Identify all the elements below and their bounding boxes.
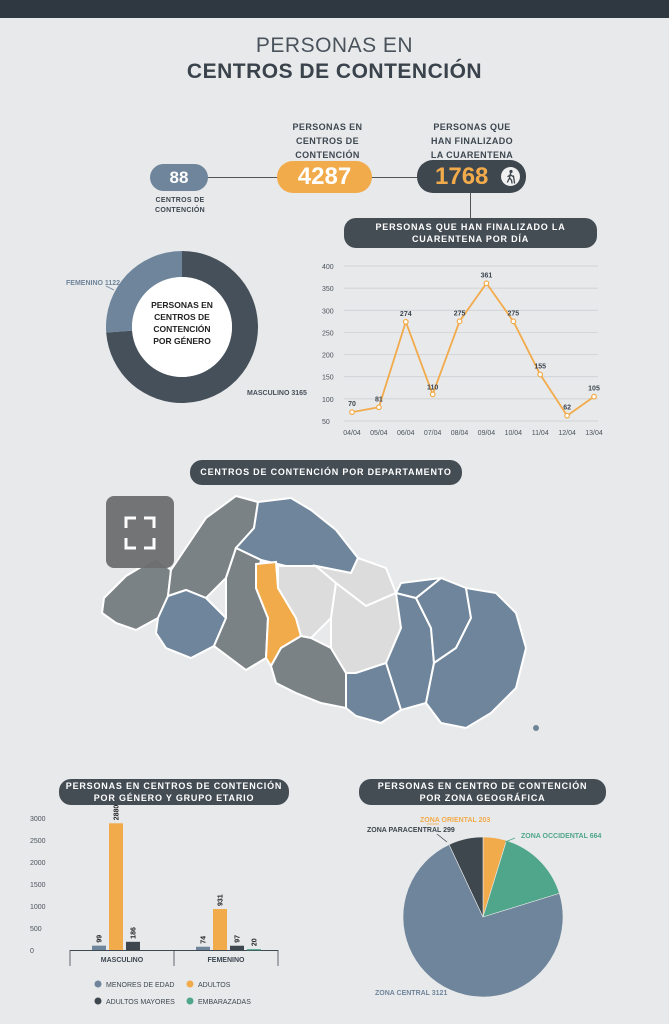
zone-pie-chart — [355, 812, 640, 1012]
donut-center-text-3: CONTENCIÓN — [153, 324, 211, 334]
line-chart-point — [511, 319, 516, 324]
bar-chart-bar — [196, 947, 210, 950]
walking-person-icon — [501, 167, 520, 186]
line-chart-tag: PERSONAS QUE HAN FINALIZADO LA CUARENTENA POR DÍA — [344, 218, 597, 248]
line-chart-ytick-label: 50 — [322, 419, 330, 426]
line-chart-ytick-label: 100 — [322, 396, 334, 404]
bar-chart-legend-label: EMBARAZADAS — [198, 999, 251, 1006]
page-title-line2: CENTROS DE CONTENCIÓN — [186, 60, 483, 83]
line-chart-data-label: 275 — [453, 310, 466, 318]
line-chart-data-label: 110 — [427, 384, 439, 392]
bar-chart-ytick-label: 1000 — [30, 904, 46, 911]
line-chart-ytick-label: 300 — [322, 308, 334, 316]
bar-chart-value-label: 2880 — [113, 804, 121, 821]
walking-person-glyph — [501, 167, 520, 186]
donut-center-text-2: CENTROS DE — [154, 312, 210, 322]
bar-chart-category-label: MASCULINO — [100, 957, 144, 964]
donut-label-femenino: FEMENINO 1122 — [66, 280, 121, 287]
zone-pie-label: ZONA OCCIDENTAL 664 — [521, 833, 602, 840]
bar-chart-legend-label: ADULTOS MAYORES — [106, 999, 175, 1006]
top-bar — [0, 0, 669, 18]
bar-chart-bar — [92, 946, 106, 950]
line-chart-point — [565, 413, 570, 418]
line-chart-point — [430, 392, 435, 397]
line-chart-xtick-label: 05/04 — [370, 430, 388, 437]
line-chart-point — [403, 320, 408, 325]
line-chart-xtick-label: 07/04 — [423, 430, 442, 437]
bar-chart-value-label: 74 — [200, 935, 208, 944]
line-chart-xtick-label: 04/04 — [343, 430, 361, 437]
line-chart-data-label: 81 — [374, 396, 383, 404]
page-title-line1: PERSONAS EN — [255, 34, 414, 57]
line-chart-data-label: 361 — [480, 272, 493, 280]
personas-count-pill — [277, 161, 372, 193]
bar-chart-ytick-label: 500 — [30, 926, 42, 933]
finalizado-line-chart — [318, 258, 608, 443]
zone-pie-label: ZONA ORIENTAL 203 — [420, 817, 491, 824]
line-chart-point — [377, 405, 382, 410]
bar-chart-bar — [213, 909, 227, 950]
line-chart-series-line — [352, 283, 594, 415]
line-chart-xtick-label: 11/04 — [531, 430, 549, 437]
centros-count-value: 88 — [169, 168, 189, 187]
bar-chart-legend-swatch — [95, 998, 102, 1005]
finalizado-count-pill — [417, 160, 526, 193]
bar-chart-bar — [126, 942, 140, 950]
line-chart-ytick-label: 150 — [322, 374, 334, 382]
line-chart-ytick-label: 400 — [322, 264, 334, 271]
finalizado-label: PERSONAS QUE HAN FINALIZADO LA CUARENTENA — [430, 122, 514, 160]
line-chart-ytick-label: 250 — [322, 330, 334, 338]
line-chart-ytick-label: 200 — [322, 352, 334, 360]
bar-chart-legend-label: ADULTOS — [198, 982, 231, 989]
bar-chart-legend-label: MENORES DE EDAD — [106, 982, 175, 989]
bar-chart-value-label: 186 — [130, 927, 138, 939]
bar-chart-legend-swatch — [187, 998, 194, 1005]
line-chart-point — [350, 410, 355, 415]
centros-count-label: CENTROS DE CONTENCIÓN — [154, 197, 206, 214]
donut-center-text-4: POR GÉNERO — [153, 336, 211, 346]
line-chart-ytick-label: 350 — [322, 286, 334, 294]
centros-count-pill — [150, 164, 208, 191]
bar-chart-ytick-label: 0 — [30, 948, 34, 955]
zone-pie-label: ZONA CENTRAL 3121 — [375, 990, 448, 997]
bar-chart-tag: PERSONAS EN CENTROS DE CONTENCIÓN POR GÉNERO Y GRUPO ETARIO — [59, 779, 289, 805]
line-chart-xtick-label: 09/04 — [477, 430, 496, 437]
bar-chart-legend-swatch — [187, 981, 194, 988]
age-group-bar-chart — [30, 804, 310, 1020]
bar-chart-bar — [230, 946, 244, 950]
bar-chart-bar — [247, 949, 261, 950]
bar-chart-value-label: 97 — [234, 934, 242, 943]
zone-pie-leader — [437, 834, 447, 842]
donut-label-masculino: MASCULINO 3165 — [247, 390, 307, 397]
gender-donut-chart — [50, 255, 307, 405]
bar-chart-ytick-label: 2500 — [30, 838, 46, 845]
line-chart-data-label: 70 — [348, 401, 356, 409]
line-chart-xtick-label: 08/04 — [450, 430, 469, 437]
bar-chart-value-label: 931 — [217, 894, 225, 907]
personas-label: PERSONAS EN CENTROS DE CONTENCIÓN — [292, 122, 363, 160]
finalizado-count-value: 1768 — [435, 163, 489, 190]
bar-chart-legend-swatch — [95, 981, 102, 988]
line-chart-point — [538, 372, 543, 377]
personas-count-value: 4287 — [297, 163, 352, 190]
bar-chart-value-label: 20 — [251, 938, 259, 947]
line-chart-xtick-label: 10/04 — [504, 430, 523, 437]
bar-chart-ytick-label: 2000 — [30, 860, 46, 867]
bar-chart-ytick-label: 3000 — [30, 816, 46, 823]
line-chart-data-label: 274 — [399, 310, 412, 318]
line-chart-point — [484, 281, 489, 286]
line-chart-data-label: 105 — [588, 385, 600, 393]
zone-pie-label: ZONA PARACENTRAL 299 — [367, 827, 455, 834]
map-island — [533, 725, 539, 731]
fullscreen-icon — [106, 496, 174, 568]
donut-center-text-1: PERSONAS EN — [151, 300, 213, 310]
line-chart-point — [457, 319, 462, 324]
bar-chart-category-label: FEMENINO — [207, 957, 245, 964]
line-chart-data-label: 155 — [534, 363, 547, 371]
fullscreen-button[interactable] — [106, 496, 174, 568]
bar-chart-value-label: 99 — [96, 934, 104, 943]
line-chart-data-label: 62 — [563, 404, 572, 412]
bar-chart-ytick-label: 1500 — [30, 882, 46, 889]
pie-chart-tag: PERSONAS EN CENTRO DE CONTENCIÓN POR ZONA GEOGRÁFICA — [359, 779, 606, 805]
line-chart-point — [592, 394, 597, 399]
line-chart-data-label: 275 — [507, 310, 520, 318]
line-chart-xtick-label: 12/04 — [558, 430, 576, 437]
map-tag: CENTROS DE CONTENCIÓN POR DEPARTAMENTO — [190, 460, 462, 485]
line-chart-xtick-label: 06/04 — [397, 430, 415, 437]
bar-chart-bar — [109, 823, 123, 950]
line-chart-xtick-label: 13/04 — [585, 430, 603, 437]
